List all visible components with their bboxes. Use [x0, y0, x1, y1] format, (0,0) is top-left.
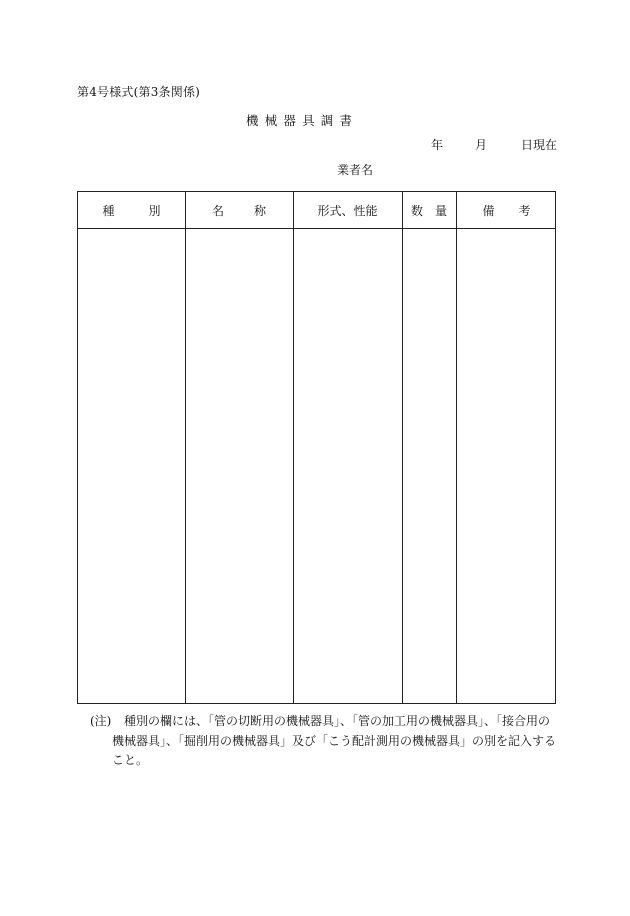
footnote-text: こと。	[112, 753, 149, 767]
date-year-label: 年	[431, 138, 444, 152]
column-divider	[456, 192, 457, 703]
column-header-spec	[293, 192, 402, 228]
column-header-label: 備考	[482, 203, 555, 218]
form-number: 第4号様式(第3条関係)	[77, 85, 201, 99]
footnote	[90, 712, 562, 771]
column-header-label: 形式、性能	[317, 203, 378, 218]
column-header-label: 数量	[410, 203, 459, 218]
header-divider	[78, 228, 555, 229]
column-divider	[402, 192, 403, 703]
date-month-label: 月	[475, 138, 488, 152]
column-header-name	[185, 192, 296, 228]
column-header-type	[78, 192, 195, 228]
footnote-line-2	[90, 732, 562, 752]
column-divider	[293, 192, 294, 703]
column-header-quantity	[402, 192, 459, 228]
equipment-table	[77, 191, 556, 704]
document-title: 機械器具調書	[246, 113, 359, 128]
footnote-line-1	[90, 712, 562, 732]
footnote-prefix: (注)	[90, 714, 112, 728]
company-name-label: 業者名	[337, 163, 374, 177]
footnote-text: 機械器具」、「掘削用の機械器具」及び「こう配計測用の機械器具」の別を記入する	[112, 733, 557, 748]
column-header-remarks	[456, 192, 557, 228]
footnote-text: 種別の欄には、「管の切断用の機械器具」、「管の加工用の機械器具」、「接合用の	[124, 714, 551, 728]
footnote-line-3	[90, 751, 562, 771]
date-line	[431, 136, 557, 153]
column-header-label: 名称	[211, 203, 296, 218]
column-divider	[185, 192, 186, 703]
column-header-label: 種別	[102, 203, 195, 218]
date-day-label: 日現在	[521, 138, 558, 152]
